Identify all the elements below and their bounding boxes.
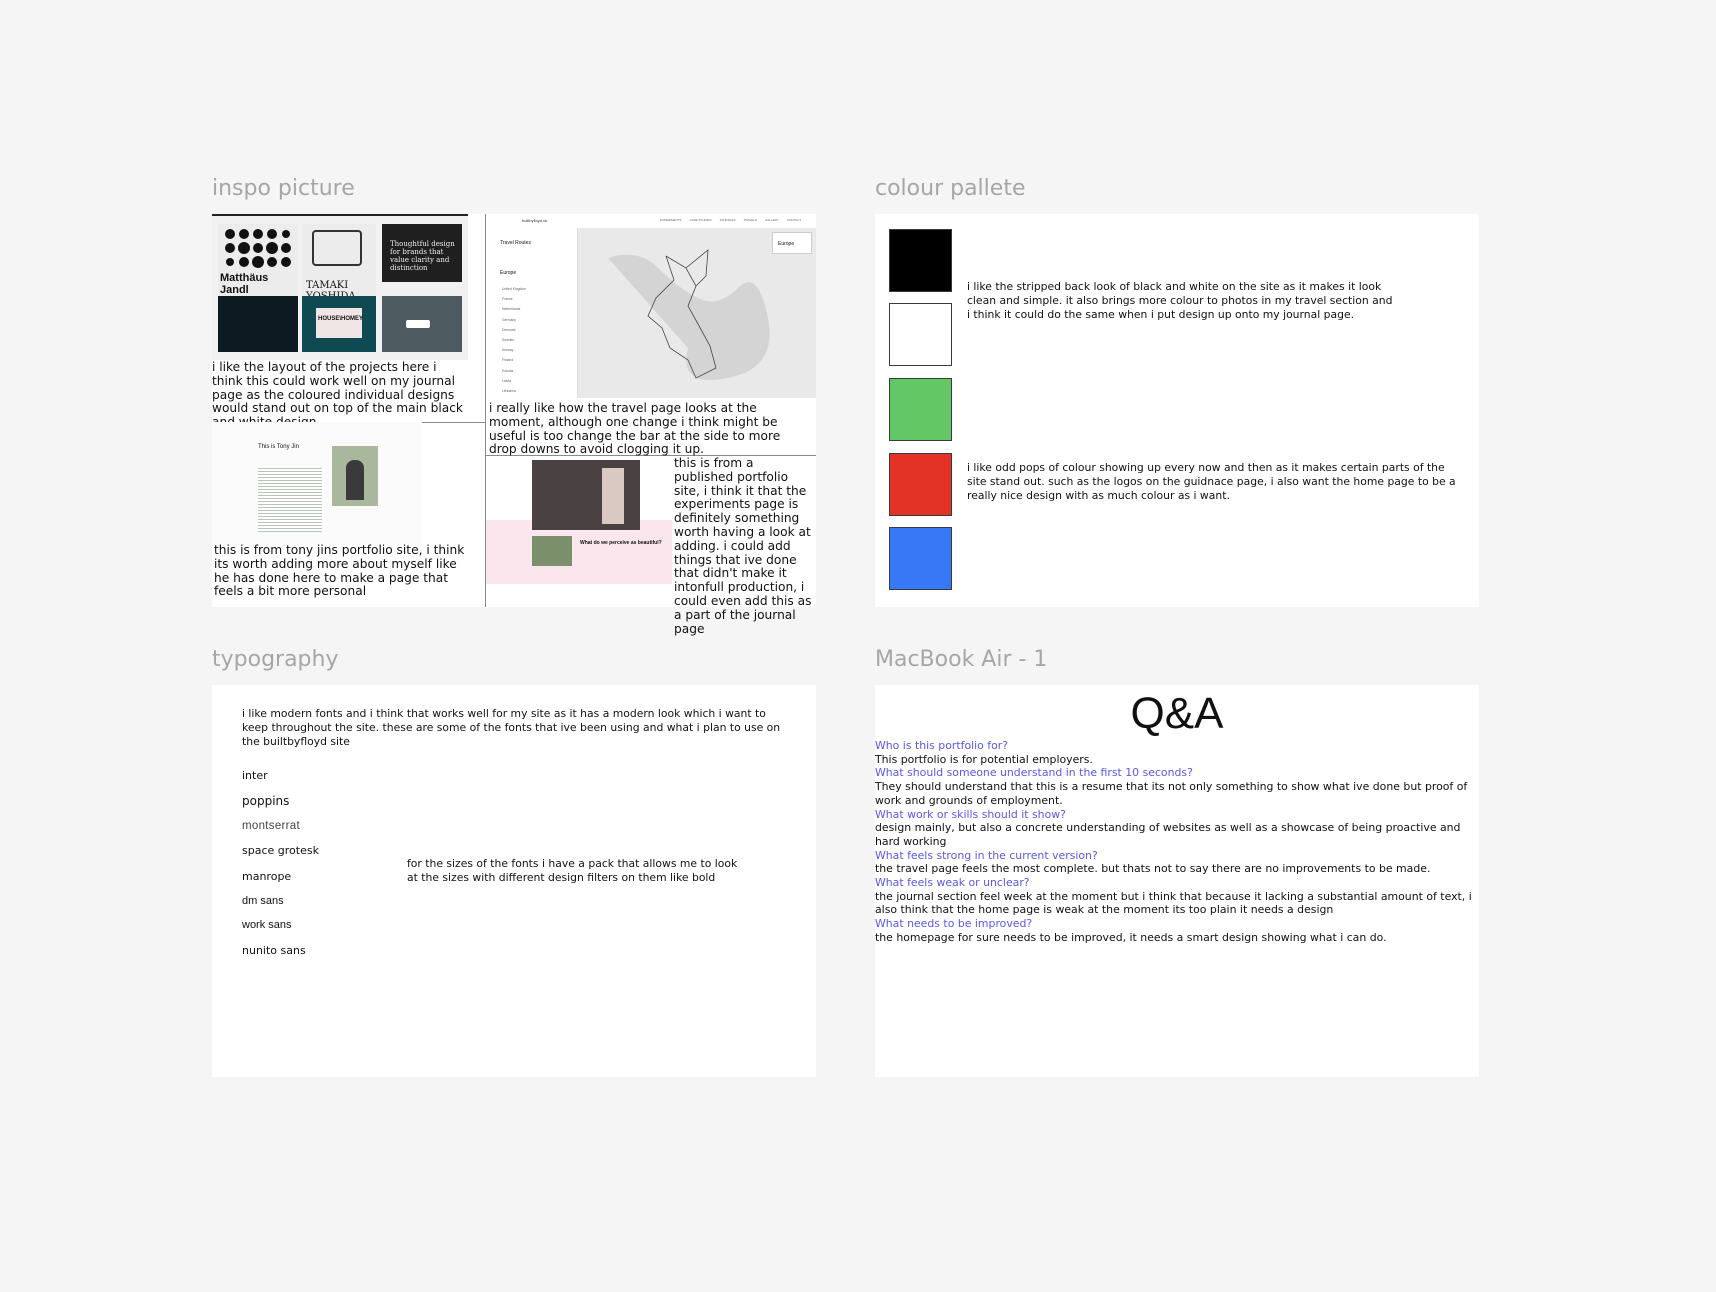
tile-house-homey [302, 296, 376, 352]
country-item: Lithuania [502, 389, 516, 394]
nav-item: EXPERIMENTS [660, 218, 682, 222]
tamaki-graphic [312, 230, 362, 266]
qa-answer: the homepage for sure needs to be improved, it needs a smart design showing what i can do. [875, 930, 1387, 944]
typography-frame[interactable] [212, 685, 816, 1077]
top-rule [212, 214, 468, 216]
font-dm-sans: dm sans [242, 895, 284, 907]
nav-item: GALLERY [765, 218, 779, 222]
caption-experiments: this is from a published portfolio site, i think it that the experiments page is definitely something worth having a look at adding. i could add things that ive done that didn't make it intonfull production, i could even add this as a part of the journal page [674, 456, 812, 636]
travel-map [578, 228, 816, 398]
qa-question: What feels strong in the current version? [875, 848, 1098, 862]
tile-photo [382, 296, 462, 352]
nav-item: CONTACT [786, 218, 802, 222]
nav-item: CASE STUDIES [689, 218, 712, 222]
font-work-sans: work sans [242, 919, 292, 931]
travel-site-name: builtbyfloyd.uk [522, 218, 548, 223]
travel-nav [660, 218, 801, 222]
frame-title-inspo[interactable]: inspo picture [212, 176, 355, 201]
font-space-grotesk: space grotesk [242, 844, 319, 857]
tony-text-block [258, 466, 322, 532]
font-montserrat: montserrat [242, 820, 300, 832]
typography-intro: i like modern fonts and i think that works well for my site as it has a modern look which i want to keep throughout the site. these are some of the fonts that ive been using and what i plan to use on the builtbyfloyd site [242, 707, 781, 748]
qa-answer: This portfolio is for potential employers. [875, 752, 1093, 766]
inspo-screenshot-experiments [486, 458, 672, 584]
tile-title-house: HOUSE\HOMEY [318, 316, 364, 322]
qa-answer: design mainly, but also a concrete understanding of websites as well as a showcase of being proactive and hard working [875, 821, 1461, 848]
frame-title-colour[interactable]: colour pallete [875, 176, 1026, 201]
country-item: United Kingdom [502, 287, 527, 291]
colour-text-monochrome: i like the stripped back look of black and white on the site as it makes it look clean and simple. it also brings more colour to photos in my travel section and i think it could do the same when i put design up onto my journal page. [967, 280, 1393, 321]
frame-title-macbook[interactable]: MacBook Air - 1 [875, 647, 1048, 672]
qa-answer: the travel page feels the most complete. but thats not to say there are no improvements to be made. [875, 862, 1431, 876]
swatch-blue [889, 527, 952, 590]
qa-question: What work or skills should it show? [875, 807, 1066, 821]
map-legend-label: Europe [778, 241, 795, 247]
qa-question: What needs to be improved? [875, 917, 1033, 931]
swatch-green [889, 378, 952, 441]
map-legend [772, 232, 812, 254]
country-item: France [502, 297, 513, 302]
font-poppins: poppins [242, 794, 290, 808]
caption-travel: i really like how the travel page looks at the moment, although one change i think might be useful is too change the bar at the side to more drop downs to avoid clogging it up. [489, 401, 781, 457]
country-item: Germany [502, 317, 516, 322]
colour-text-pops: i like odd pops of colour showing up every now and then as it makes certain parts of the site stand out. such as the logos on the guidnace page, i also want the home page to be a really nice design with as much colour as i want. [967, 461, 1456, 502]
colour-frame[interactable] [875, 214, 1479, 607]
tony-figure [346, 460, 364, 500]
qa-answer: the journal section feel week at the moment but i think that because it lacking a substantial amount of text, i also think that the home page is weak at the moment its too plain it needs a design [875, 889, 1472, 917]
swatch-red [889, 453, 952, 516]
qa-list [875, 739, 1479, 945]
tile-thoughtful [382, 224, 462, 282]
travel-sidebar [486, 228, 578, 398]
tile-tamaki [302, 224, 376, 296]
country-item: Latvia [502, 378, 512, 383]
inspo-screenshot-tony [212, 422, 422, 546]
country-item: Finland [502, 358, 514, 363]
inspo-screenshot-travel [486, 214, 816, 398]
exp-photo [532, 460, 640, 530]
qa-question: Who is this portfolio for? [875, 739, 1009, 752]
font-nunito-sans: nunito sans [242, 944, 306, 957]
travel-panel-title: Travel Routes [500, 240, 531, 246]
qa-frame[interactable] [875, 685, 1479, 1077]
country-item: Netherlands [502, 307, 521, 312]
travel-country-list [502, 284, 526, 396]
font-inter: inter [242, 769, 268, 782]
caption-projects: i like the layout of the projects here i think this could work well on my journal page as the coloured individual designs would stand out on top of the main black [212, 360, 463, 416]
qa-question: What should someone understand in the first 10 seconds? [875, 766, 1193, 780]
swatch-black [889, 229, 952, 292]
exp-thumb [532, 536, 572, 566]
nav-item: JOURNALS [719, 218, 736, 222]
travel-region: Europe [500, 270, 517, 276]
nav-item: TRAVELS [743, 218, 757, 222]
exp-heading: What do we perceive as beautiful? [580, 540, 662, 546]
caption-tony: this is from tony jins portfolio site, i think its worth adding more about myself like he has done here to make a page that feels a bit more personal [214, 543, 465, 599]
tile-symbols [218, 224, 298, 296]
tile-title-thoughtful: Thoughtful design for brands that value clarity and distinction [390, 240, 455, 272]
swatch-white [889, 303, 952, 366]
qa-question: What feels weak or unclear? [875, 876, 1030, 890]
tony-photo [332, 446, 378, 506]
inspo-screenshot-projects [212, 214, 468, 360]
country-item: Sweden [502, 338, 515, 343]
qa-answer: They should understand that this is a resume that its not only something to show what ive done but proof of work and grounds of employment. [875, 780, 1468, 807]
inspo-frame[interactable] [212, 214, 816, 636]
frame-title-typography[interactable]: typography [212, 647, 339, 672]
qa-heading: Q&A [1130, 689, 1224, 738]
house-card [316, 308, 362, 338]
exp-wall [602, 468, 624, 524]
tile-title-tamaki: TAMAKI [306, 280, 349, 291]
country-item: Estonia [502, 368, 514, 373]
tile-title-jandl: Matthäus Jandl [220, 272, 269, 296]
country-item: Denmark [502, 327, 516, 332]
font-manrope: manrope [242, 870, 292, 883]
tile-dark-screen [218, 296, 298, 352]
photo-button [406, 320, 430, 328]
tony-heading: This is Tony Jin [258, 444, 299, 450]
country-item: Norway [502, 348, 514, 353]
typography-note: for the sizes of the fonts i have a pack that allows me to look at the sizes with different design filters on them like bold [407, 857, 738, 884]
